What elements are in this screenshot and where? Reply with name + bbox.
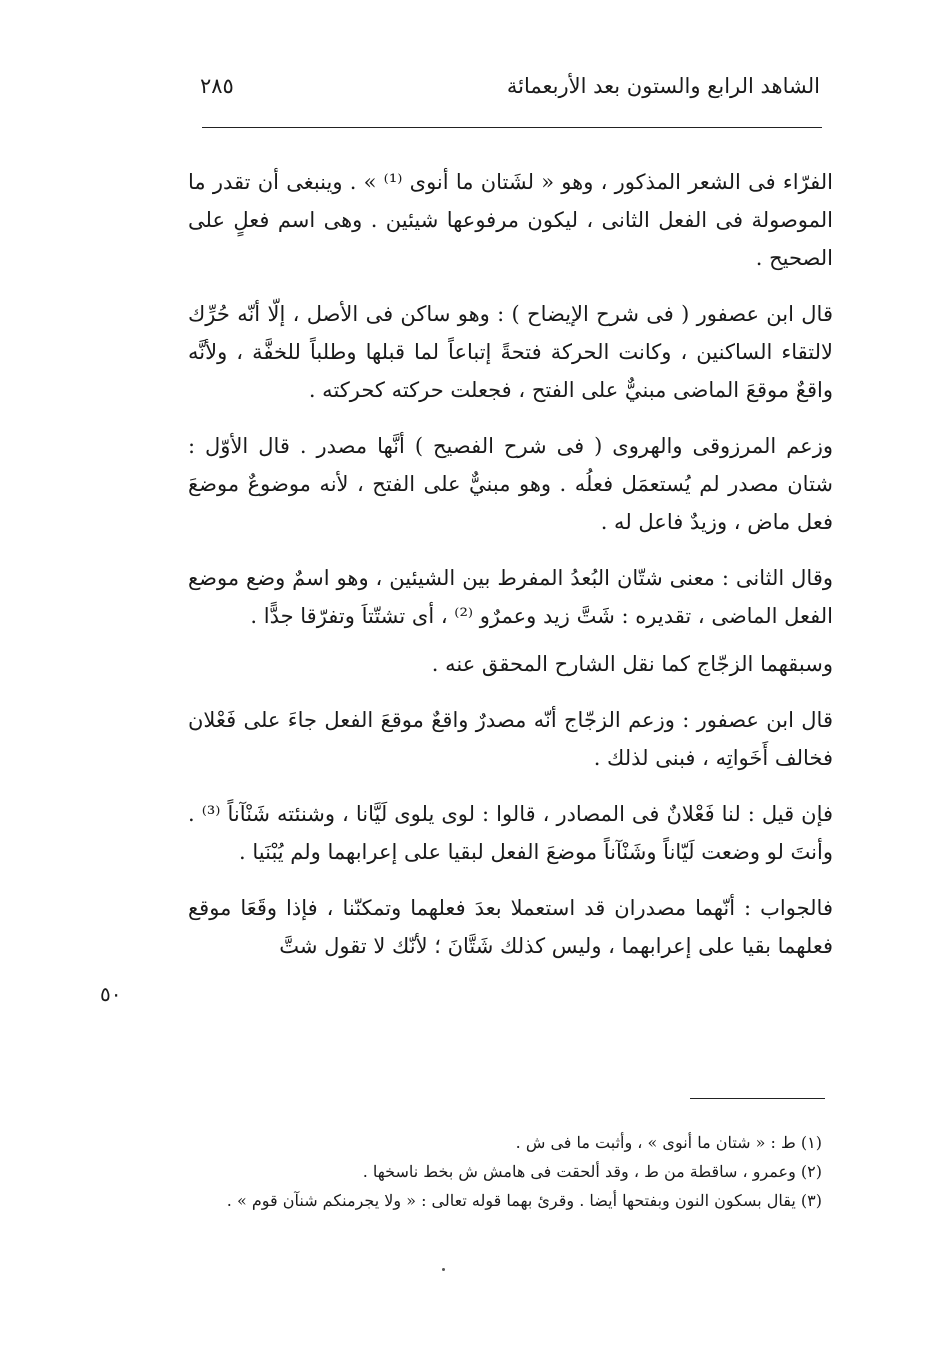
paragraph-text: الفرّاء فى الشعر المذكور ، وهو « لشَتان ما أنوى ⁽¹⁾ » . وينبغى أن تقدر ما الموصولة فى الفعل الثانى ، ليكون مرفوعها شيئين . وهى اسم فعلٍ على الصحيح . [188, 170, 833, 270]
paragraph-5 [188, 645, 833, 683]
page-number: ٢٨٥ [200, 74, 234, 98]
paragraph-4 [188, 559, 833, 635]
paragraph-2 [188, 295, 833, 409]
footnote-3: (٣) يقال بسكون النون وبفتحها أيضا . وقرئ بهما قوله تعالى : « ولا يجرمنكم شنآن قوم » . [226, 1191, 822, 1210]
footnote-divider [690, 1098, 825, 1099]
paragraph-6 [188, 701, 833, 777]
paragraph-3 [188, 427, 833, 541]
paragraph-text: قال ابن عصفور : وزعم الزجّاج أنّه مصدرٌ واقعٌ موقعَ الفعل جاءَ على فَعْلان فخالف أَخَواتِه ، فبنى لذلك . [188, 708, 833, 770]
page-mark-dot [442, 1268, 445, 1271]
paragraph-text: فالجواب : أنّهما مصدران قد استعملا بعدَ فعلهما وتمكنّنا ، فإذا وقَعَا موقع فعلهما بقيا على إعرابهما ، وليس كذلك شَتَّانَ ؛ لأنّك لا تقول شتَّ [188, 896, 833, 958]
running-title: الشاهد الرابع والستون بعد الأربعمائة [506, 74, 820, 98]
paragraph-text: فإن قيل : لنا فَعْلانٌ فى المصادر ، قالوا : لوى يلوى لَيَّانا ، وشنئته شَنْآناً ⁽³⁾ . وأنتَ لو وضعت لَيّاناً وشَنْآناً موضعَ الفعل لبقيا على إعرابهما ولم يُبْنَيا . [188, 802, 834, 864]
paragraph-text: وسبقهما الزجّاج كما نقل الشارح المحقق عنه . [431, 652, 833, 676]
paragraph-text: وزعم المرزوقى والهروى ( فى شرح الفصيح ) أنَّها مصدر . قال الأوّل : شتان مصدر لم يُستعمَل فعلُه . وهو مبنيٌّ على الفتح ، لأنه موضوعٌ موضعَ فعل ماض ، وزيدٌ فاعل له . [188, 434, 833, 534]
paragraph-text: وقال الثانى : معنى شتّان البُعدُ المفرط بين الشيئين ، وهو اسمٌ وضع موضع الفعل الماضى ، تقديره : شَتَّ زيد وعمرٌو ⁽²⁾ ، أى تشتّتاَ وتفرّقا جدًّا . [188, 566, 833, 628]
paragraph-text: قال ابن عصفور ( فى شرح الإيضاح ) : وهو ساكن فى الأصل ، إلّا أنّه حُرِّك لالتقاء الساكنين ، وكانت الحركة فتحةً إتباعاً لما قبلها وطلباً للخفَّة ، ولأنَّه واقعٌ موقعَ الماضى مبنيٌّ على الفتح ، فجعلت حركته كحركته . [188, 302, 833, 402]
page-header [200, 74, 820, 118]
paragraph-8 [188, 889, 833, 965]
margin-line-number: ٥٠ [100, 982, 122, 1006]
footnotes [200, 1128, 822, 1215]
main-text [188, 163, 833, 983]
paragraph-7 [188, 795, 833, 871]
footnote-1: (١) ط : « شتان ما أنوى » ، وأثبت ما فى ش . [515, 1133, 822, 1152]
footnote-2: (٢) وعمرو ، ساقطة من ط ، وقد ألحقت فى هامش ش بخط ناسخها . [362, 1162, 822, 1181]
paragraph-1 [188, 163, 833, 277]
header-divider [202, 127, 822, 128]
